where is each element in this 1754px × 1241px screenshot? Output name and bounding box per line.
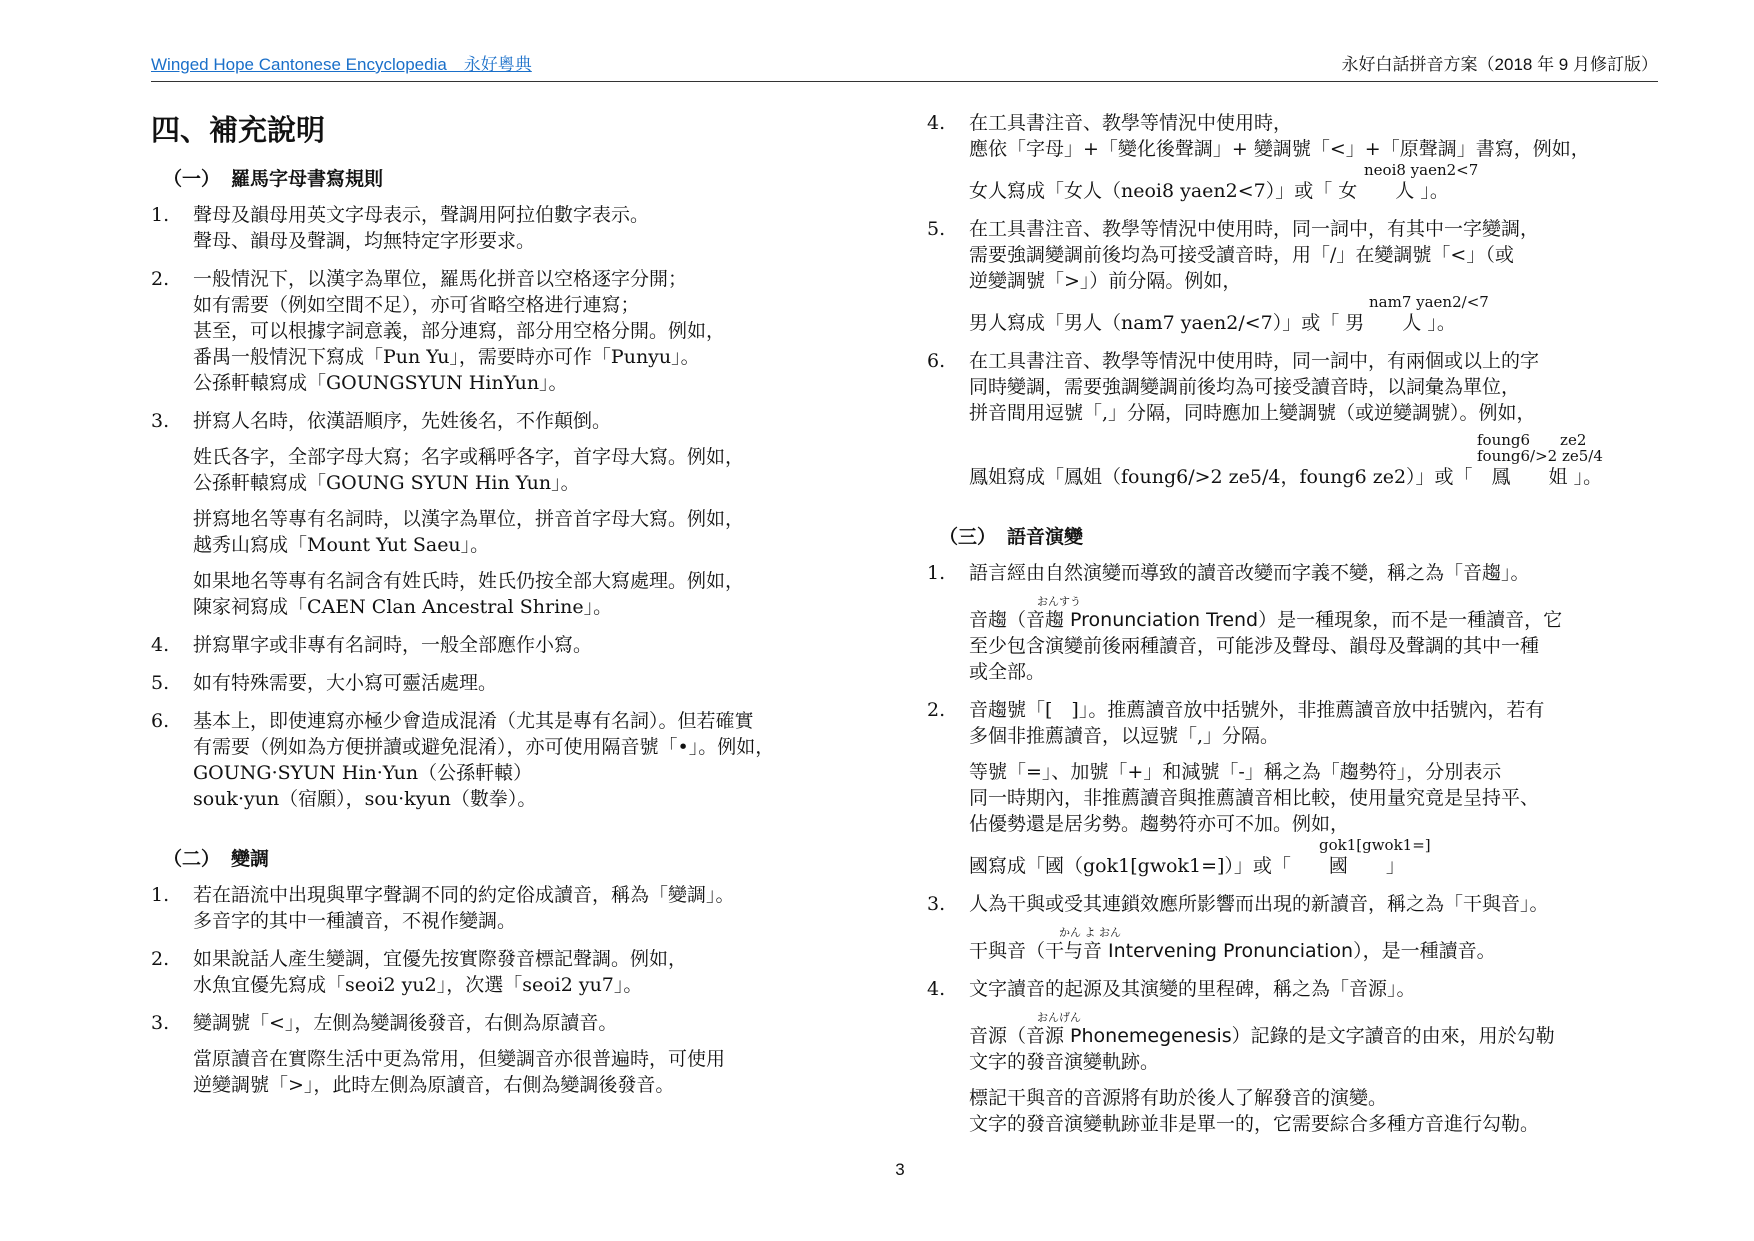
list-item: 3. 拼寫人名時，依漢語順序，先姓後名，不作顛倒。 姓氏各字，全部字母大寫；名字或稱呼各字，首字母大寫。例如， 公孫軒轅寫成「GOUNG SYUN Hin Yun」。 拼寫地名等專有名詞時，以漢字為單位，拼音首字母大寫。例如， 越秀山寫成「Mount Yut Saeu」。 如果地名等專有名詞含有姓氏時，姓氏仍按全部大寫處理。例如， 陳家祠寫成「CAEN Clan Ancestral Shrine」。 — [151, 410, 745, 618]
header-rule — [151, 81, 1658, 82]
list-item: 4. 拼寫單字或非專有名詞時，一般全部應作小寫。 — [151, 634, 593, 656]
list-item: 4. 在工具書注音、教學等情況中使用時， 應依「字母」+「變化後聲調」+ 變調號「<」+「原聲調」書寫，例如， neoi8 yaen2<7 女人寫成「女人（neoi8 yaen2<7）」或「 女 人 」。 — [927, 110, 1662, 204]
section-2-heading: （二） 變調 — [163, 848, 270, 870]
ruby-annotation: おんすう — [1037, 595, 1081, 608]
header-site-link[interactable]: Winged Hope Cantonese Encyclopedia 永好粵典 — [151, 55, 532, 74]
left-column — [151, 110, 886, 1110]
list-item: 2. 如果說話人產生變調，宜優先按實際發音標記聲調。例如， 水魚宜優先寫成「seoi2 yu2」，次選「seoi2 yu7」。 — [151, 948, 688, 996]
section-1-heading: （一） 羅馬字母書寫規則 — [163, 168, 384, 190]
pronunciation-annotation: neoi8 yaen2<7 — [1364, 161, 1479, 179]
section-3-heading: （三） 語音演變 — [939, 526, 1084, 548]
pronunciation-annotation: nam7 yaen2/<7 — [1369, 293, 1489, 311]
list-item: 4. 文字讀音的起源及其演變的里程碑，稱之為「音源」。 おんげん 音源（音源 Phonemegenesis）記錄的是文字讀音的由來，用於勾勒 文字的發音演變軌跡。 標記干與音的音源將有助於後人了解發音的演變。 文字的發音演變軌跡並非是單一的，它需要綜合多種方音進行勾勒。 — [927, 976, 1662, 1137]
list-item: 5. 在工具書注音、教學等情況中使用時，同一詞中，有其中一字變調， 需要強調變調前後均為可接受讀音時，用「/」在變調號「<」（或 逆變調號「>」）前分隔。例如， nam7 yaen2/<7 男人寫成「男人（nam7 yaen2/<7）」或「 男 人 」。 — [927, 216, 1662, 336]
list-item: 2. 音趨號「[ ]」。推薦讀音放中括號外，非推薦讀音放中括號內，若有 多個非推薦讀音，以逗號「,」分隔。 等號「=」、加號「+」和減號「-」稱之為「趨勢符」，分別表示 同一時期內，非推薦讀音與推薦讀音相比較，使用量究竟是呈持平、 佔優勢還是居劣勢。趨勢符亦可不加。例如， gok1[gwok1=] 國寫成「國（gok1[gwok1=]）」或「 國 」 — [927, 697, 1662, 879]
ruby-annotation: かん よ おん — [1059, 926, 1121, 939]
right-column — [927, 110, 1662, 1149]
list-item: 1. 若在語流中出現與單字聲調不同的約定俗成讀音，稱為「變調」。 多音字的其中一種讀音，不視作變調。 — [151, 884, 735, 932]
list-item: 5. 如有特殊需要，大小寫可靈活處理。 — [151, 672, 498, 694]
section-title: 四、補充說明 — [151, 113, 326, 147]
pronunciation-annotation: foung6/>2 ze5/4 — [1477, 447, 1603, 465]
pronunciation-annotation: gok1[gwok1=] — [1319, 836, 1431, 854]
ruby-annotation: おんげん — [1037, 1011, 1081, 1024]
header-document-title: 永好白話拼音方案（2018 年 9 月修訂版） — [1341, 55, 1658, 74]
list-item: 1. 語言經由自然演變而導致的讀音改變而字義不變，稱之為「音趨」。 おんすう 音趨（音趨 Pronunciation Trend）是一種現象，而不是一種讀音，它 至少包含演變前後兩種讀音，可能涉及聲母、韻母及聲調的其中一種 或全部。 — [927, 560, 1662, 685]
list-item: 3. 人為干與或受其連鎖效應所影響而出現的新讀音，稱之為「干與音」。 かん よ おん 干與音（干与音 Intervening Pronunciation），是一種讀音。 — [927, 891, 1662, 964]
list-item: 3. 變調號「<」，左側為變調後發音，右側為原讀音。 當原讀音在實際生活中更為常用，但變調音亦很普遍時，可使用 逆變調號「>」，此時左側為原讀音，右側為變調後發音。 — [151, 1012, 726, 1096]
list-item: 1. 聲母及韻母用英文字母表示，聲調用阿拉伯數字表示。 聲母、韻母及聲調，均無特定字形要求。 — [151, 204, 650, 252]
pronunciation-annotation: foung6 ze2 — [1477, 431, 1587, 449]
list-item: 6. 在工具書注音、教學等情況中使用時，同一詞中，有兩個或以上的字 同時變調，需要強調變調前後均為可接受讀音時，以詞彙為單位， 拼音間用逗號「,」分隔，同時應加上變調號（或逆變調號）。例如， foung6 ze2 foung6/>2 ze5/4 鳳姐寫成「鳳姐（foung6/>2 ze5/4，foung6 ze2）」或「 鳳 姐 」。 — [927, 348, 1662, 490]
list-item: 6. 基本上，即使連寫亦極少會造成混淆（尤其是專有名詞）。但若確實 有需要（例如為方便拼讀或避免混淆），亦可使用隔音號「•」。例如， GOUNG·SYUN Hin·Yun（公孫軒轅） souk·yun（宿願），sou·kyun（數拳）。 — [151, 710, 775, 810]
page-number: 3 — [895, 1160, 905, 1179]
list-item: 2. 一般情況下，以漢字為單位，羅馬化拼音以空格逐字分開； 如有需要（例如空間不足），亦可省略空格进行連寫； 甚至，可以根據字詞意義，部分連寫，部分用空格分開。例如， 番禺一般情況下寫成「Pun Yu」，需要時亦可作「Punyu」。 公孫軒轅寫成「GOUNGSYUN HinYun」。 — [151, 268, 726, 394]
